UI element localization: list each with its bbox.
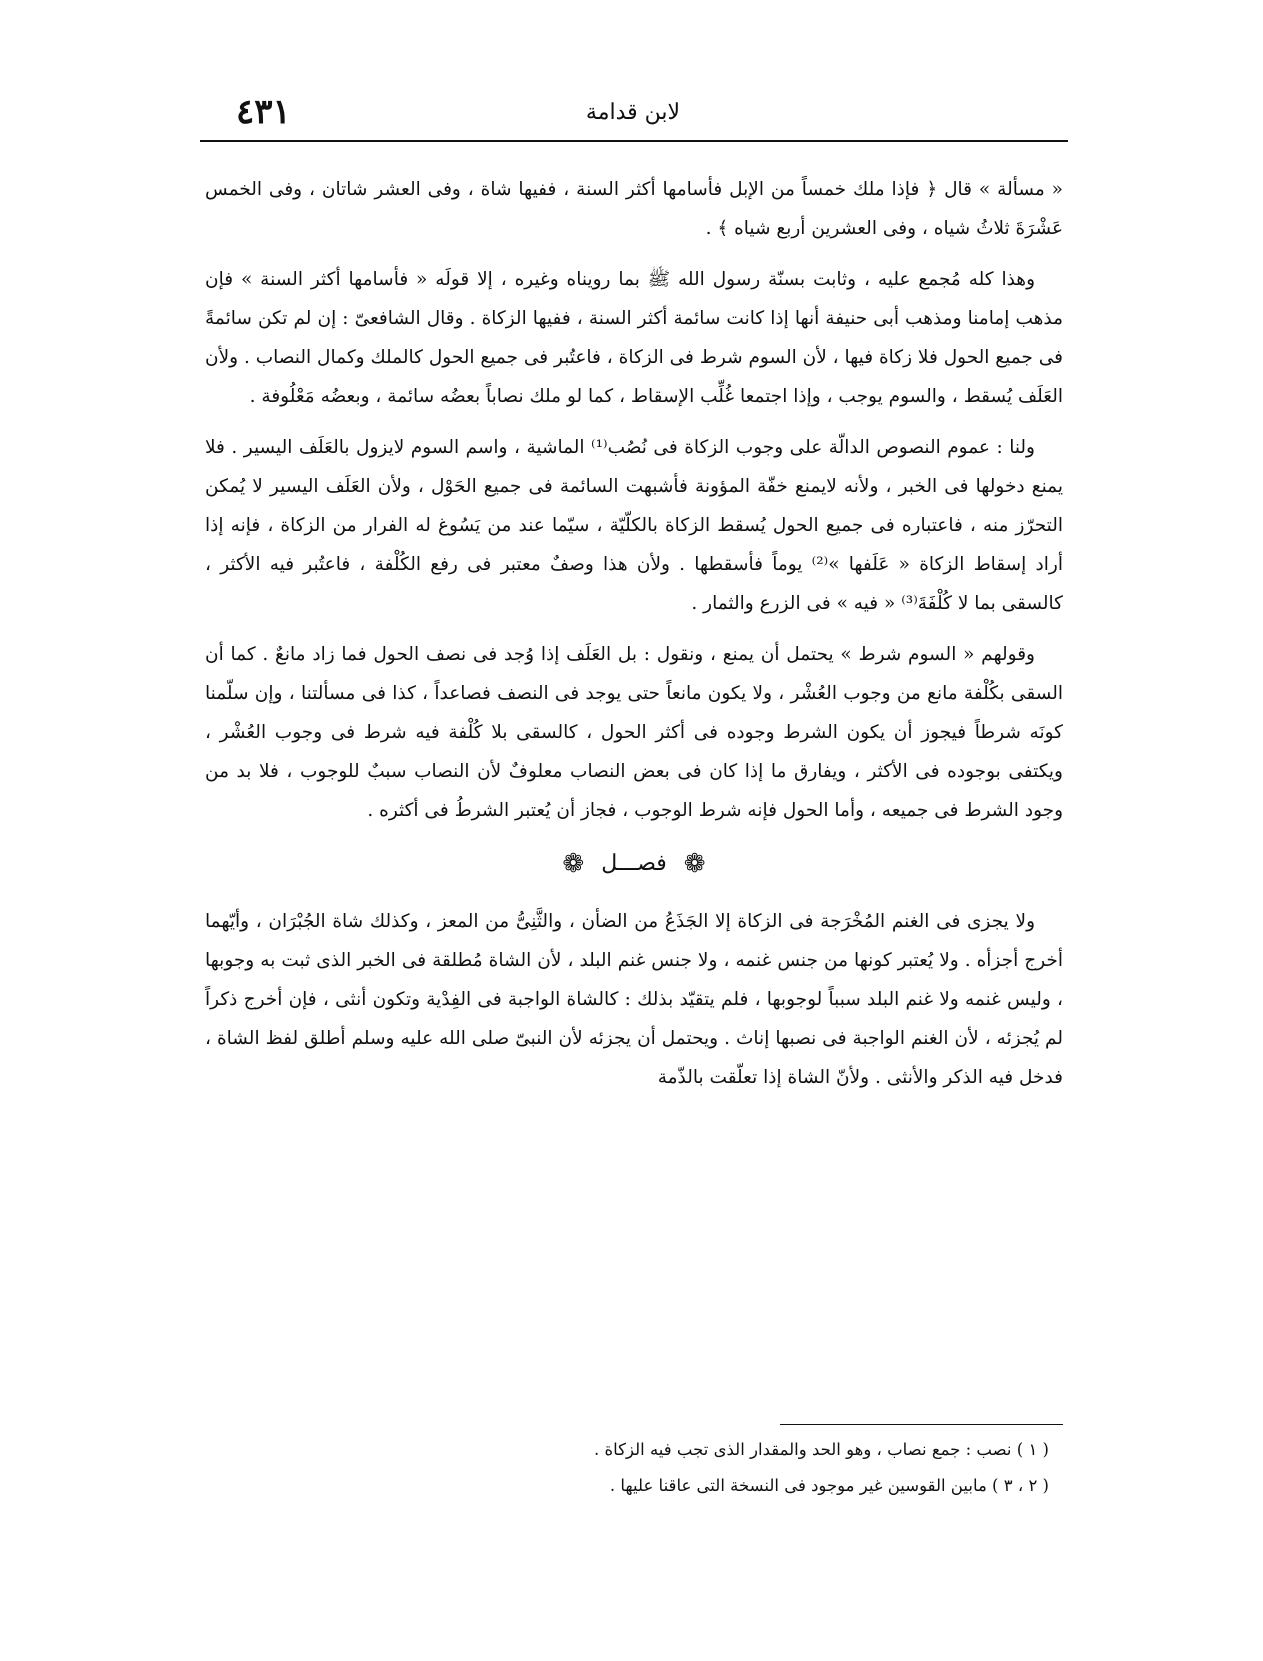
section-title: فصـــل (601, 851, 667, 876)
page-number: ٤٣١ (236, 92, 291, 132)
ornament-icon: ❁ (562, 849, 585, 879)
footnote-1: ( ١ ) نصب : جمع نصاب ، وهو الحد والمقدار الذى تجب فيه الزكاة . (593, 1440, 1049, 1459)
ornament-icon: ❁ (683, 849, 706, 879)
main-text (205, 170, 1063, 1109)
paragraph-masala: « مسألة » قال ﴿ فإذا ملك خمساً من الإبل فأسامها أكثر السنة ، ففيها شاة ، وفى العشر شاتان ، وفى الخمس عَشْرَةَ ثلاثُ شياه ، وفى العشرين أربع شياه ﴾ . (205, 179, 1063, 239)
header-divider (200, 140, 1068, 142)
section-heading (205, 844, 1063, 884)
footnote-2-3: ( ٢ ، ٣ ) مابين القوسين غير موجود فى النسخة التى عاقنا عليها . (609, 1476, 1049, 1495)
footnote-divider (780, 1424, 1063, 1425)
paragraph-commentary: وهذا كله مُجمع عليه ، وثابت بسنّة رسول الله ﷺ بما رويناه وغيره ، إلا قولَه « فأسامها أكثر السنة » فإن مذهب إمامنا ومذهب أبى حنيفة أنها إذا كانت سائمة أكثر السنة ، ففيها الزكاة . وقال الشافعىّ : إن لم تكن سائمةً فى جميع الحول فلا زكاة فيها ، لأن السوم شرط فى الزكاة ، فاعتُبر فى جميع الحول كالملك وكمال النصاب . ولأن العَلَف يُسقط ، والسوم يوجب ، وإذا اجتمعا غُلِّب الإسقاط ، كما لو ملك نصاباً بعضُه سائمة ، وبعضُه مَعْلُوفة . (205, 269, 1063, 407)
running-title: لابن قدامة (585, 100, 681, 125)
page-header (198, 86, 1068, 142)
paragraph-rebuttal: وقولهم « السوم شرط » يحتمل أن يمنع ، ونقول : بل العَلَف إذا وُجد فى نصف الحول فما زاد مانعٌ . كما أن السقى بكُلْفة مانع من وجوب العُشْر ، ولا يكون مانعاً حتى يوجد فى النصف فصاعداً ، كذا فى مسألتنا ، وإن سلّمنا كونَه شرطاً فيجوز أن يكون الشرط وجوده فى أكثر الحول ، كالسقى بلا كُلْفة فيه شرط فى وجوب العُشْر ، ويكتفى بوجوده فى الأكثر ، ويفارق ما إذا كان فى بعض النصاب معلوفٌ لأن النصاب سببٌ للوجوب ، فلا بد من وجود الشرط فى جميعه ، وأما الحول فإنه شرط الوجوب ، فجاز أن يُعتبر الشرطُ فى أكثره . (205, 644, 1063, 821)
paragraph-argument: ولنا : عموم النصوص الدالّة على وجوب الزكاة فى نُصُب⁽¹⁾ الماشية ، واسم السوم لايزول بالعَلَف اليسير . فلا يمنع دخولها فى الخبر ، ولأنه لايمنع خفّة المؤونة فأشبهت السائمة فى جميع الحَوْل ، ولأن العَلَف اليسير لا يُمكن التحرّز منه ، فاعتباره فى جميع الحول يُسقط الزكاة بالكلّيّة ، سيّما عند من يَسُوغ له الفرار من الزكاة ، فإنه إذا أراد إسقاط الزكاة « عَلَفها »⁽²⁾ يوماً فأسقطها . ولأن هذا وصفٌ معتبر فى رفع الكُلْفة ، فاعتُبر فيه الأكثر ، كالسقى بما لا كُلْفَةَ⁽³⁾ « فيه » فى الزرع والثمار . (205, 437, 1063, 614)
footnotes (205, 1432, 1063, 1504)
paragraph-fasl: ولا يجزى فى الغنم المُخْرَجة فى الزكاة إلا الجَذَعُ من الضأن ، والثَّنِىُّ من المعز ، وكذلك شاة الجُبْرَان ، وأيّهما أخرج أجزأه . ولا يُعتبر كونها من جنس غنمه ، ولا جنس غنم البلد ، لأن الشاة مُطلقة فى الخبر الذى ثبت به وجوبها ، وليس غنمه ولا غنم البلد سبباً لوجوبها ، فلم يتقيّد بذلك : كالشاة الواجبة فى الفِدْية وتكون أنثى ، فإن أخرج ذكراً لم يُجزئه ، لأن الغنم الواجبة فى نصبها إناث . ويحتمل أن يجزئه لأن النبىّ صلى الله عليه وسلم أطلق لفظ الشاة ، فدخل فيه الذكر والأنثى . ولأنّ الشاة إذا تعلّقت بالذّمة (205, 911, 1063, 1088)
